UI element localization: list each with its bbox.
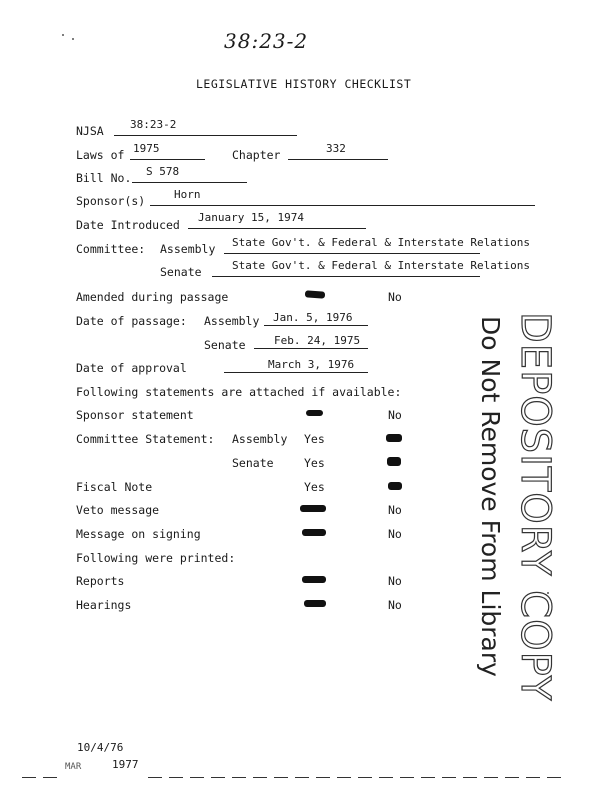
date-introduced-label: Date Introduced — [76, 218, 180, 232]
committee-senate-label: Senate — [160, 265, 202, 279]
njsa-underline — [114, 135, 297, 136]
no-blackout — [387, 457, 401, 466]
footer-dash — [337, 777, 351, 778]
passage-assembly-underline — [264, 325, 368, 326]
njsa-label: NJSA — [76, 124, 104, 138]
fiscal-note-label: Fiscal Note — [76, 480, 153, 494]
date-introduced-value: January 15, 1974 — [198, 211, 304, 224]
yes-blackout — [300, 505, 326, 512]
reports-label: Reports — [76, 574, 125, 588]
footer-dash — [274, 777, 288, 778]
sponsors-label: Sponsor(s) — [76, 194, 146, 208]
veto-message-answer: No — [388, 503, 402, 517]
footer-date: 10/4/76 — [77, 741, 124, 754]
scan-speck — [72, 38, 74, 40]
footer-dash — [400, 777, 414, 778]
committee-assembly-label: Assembly — [160, 242, 216, 256]
passage-senate-value: Feb. 24, 1975 — [274, 334, 361, 347]
received-stamp-month: MAR — [65, 762, 82, 772]
committee-senate-underline — [212, 276, 480, 277]
fiscal-note-answer: Yes — [304, 480, 325, 494]
footer-dash — [442, 777, 456, 778]
yes-blackout — [305, 290, 325, 298]
chapter-label: Chapter — [232, 148, 281, 162]
committee-senate-value: State Gov't. & Federal & Interstate Relations — [232, 259, 531, 272]
footer-dash — [148, 777, 162, 778]
amended-answer: No — [388, 290, 402, 304]
yes-blackout — [306, 410, 323, 416]
received-stamp-year: 1977 — [112, 758, 139, 771]
footer-dash — [169, 777, 183, 778]
footer-dash — [232, 777, 246, 778]
footer-dash — [547, 777, 561, 778]
committee-assembly-value: State Gov't. & Federal & Interstate Relations — [232, 236, 531, 249]
passage-senate-label: Senate — [204, 338, 246, 352]
footer-dash — [505, 777, 519, 778]
chapter-value: 332 — [326, 142, 346, 155]
yes-blackout — [302, 529, 326, 536]
footer-dash — [421, 777, 435, 778]
date-of-approval-value: March 3, 1976 — [268, 358, 355, 371]
sponsor-statement-label: Sponsor statement — [76, 408, 194, 422]
no-blackout — [386, 434, 402, 442]
njsa-value: 38:23-2 — [130, 118, 177, 131]
committee-assembly-underline — [224, 253, 480, 254]
page-title: LEGISLATIVE HISTORY CHECKLIST — [196, 77, 412, 91]
laws-of-underline — [130, 159, 205, 160]
footer-dash — [358, 777, 372, 778]
committee-statement-assembly-answer: Yes — [304, 432, 325, 446]
committee-statement-senate-label: Senate — [232, 456, 274, 470]
committee-label: Committee: — [76, 242, 146, 256]
bill-no-value: S 578 — [146, 165, 180, 178]
passage-senate-underline — [254, 348, 368, 349]
bill-no-label: Bill No. — [76, 171, 132, 185]
footer-dash — [316, 777, 330, 778]
bill-no-underline — [132, 182, 247, 183]
veto-message-label: Veto message — [76, 503, 160, 517]
yes-blackout — [304, 600, 326, 607]
laws-of-label: Laws of — [76, 148, 125, 162]
footer-dash — [484, 777, 498, 778]
date-of-approval-underline — [224, 372, 368, 373]
scan-speck — [62, 34, 64, 36]
printed-heading: Following were printed: — [76, 551, 236, 565]
reports-answer: No — [388, 574, 402, 588]
footer-dash — [379, 777, 393, 778]
footer-dash — [211, 777, 225, 778]
passage-assembly-value: Jan. 5, 1976 — [273, 311, 353, 324]
date-of-passage-label: Date of passage: — [76, 314, 187, 328]
laws-of-value: 1975 — [133, 142, 160, 155]
yes-blackout — [302, 576, 326, 583]
footer-dash — [526, 777, 540, 778]
statements-heading: Following statements are attached if available: — [76, 385, 402, 399]
sponsors-value: Horn — [174, 188, 201, 201]
message-on-signing-label: Message on signing — [76, 527, 201, 541]
message-on-signing-answer: No — [388, 527, 402, 541]
footer-dash — [463, 777, 477, 778]
do-not-remove-stamp: Do Not Remove From Library — [476, 316, 505, 677]
footer-dash — [43, 777, 57, 778]
sponsors-underline — [150, 205, 535, 206]
committee-statement-assembly-label: Assembly — [232, 432, 288, 446]
footer-dash — [190, 777, 204, 778]
handwritten-header: 38:23-2 — [224, 29, 309, 53]
hearings-label: Hearings — [76, 598, 132, 612]
footer-dash — [253, 777, 267, 778]
chapter-underline — [288, 159, 388, 160]
depository-copy-stamp: DEPOSITORY COPY — [512, 312, 558, 702]
committee-statement-label: Committee Statement: — [76, 432, 215, 446]
date-introduced-underline — [188, 228, 366, 229]
passage-assembly-label: Assembly — [204, 314, 260, 328]
date-of-approval-label: Date of approval — [76, 361, 187, 375]
footer-dash — [22, 777, 36, 778]
footer-dash — [295, 777, 309, 778]
sponsor-statement-answer: No — [388, 408, 402, 422]
hearings-answer: No — [388, 598, 402, 612]
committee-statement-senate-answer: Yes — [304, 456, 325, 470]
amended-label: Amended during passage — [76, 290, 229, 304]
no-blackout — [388, 482, 402, 490]
